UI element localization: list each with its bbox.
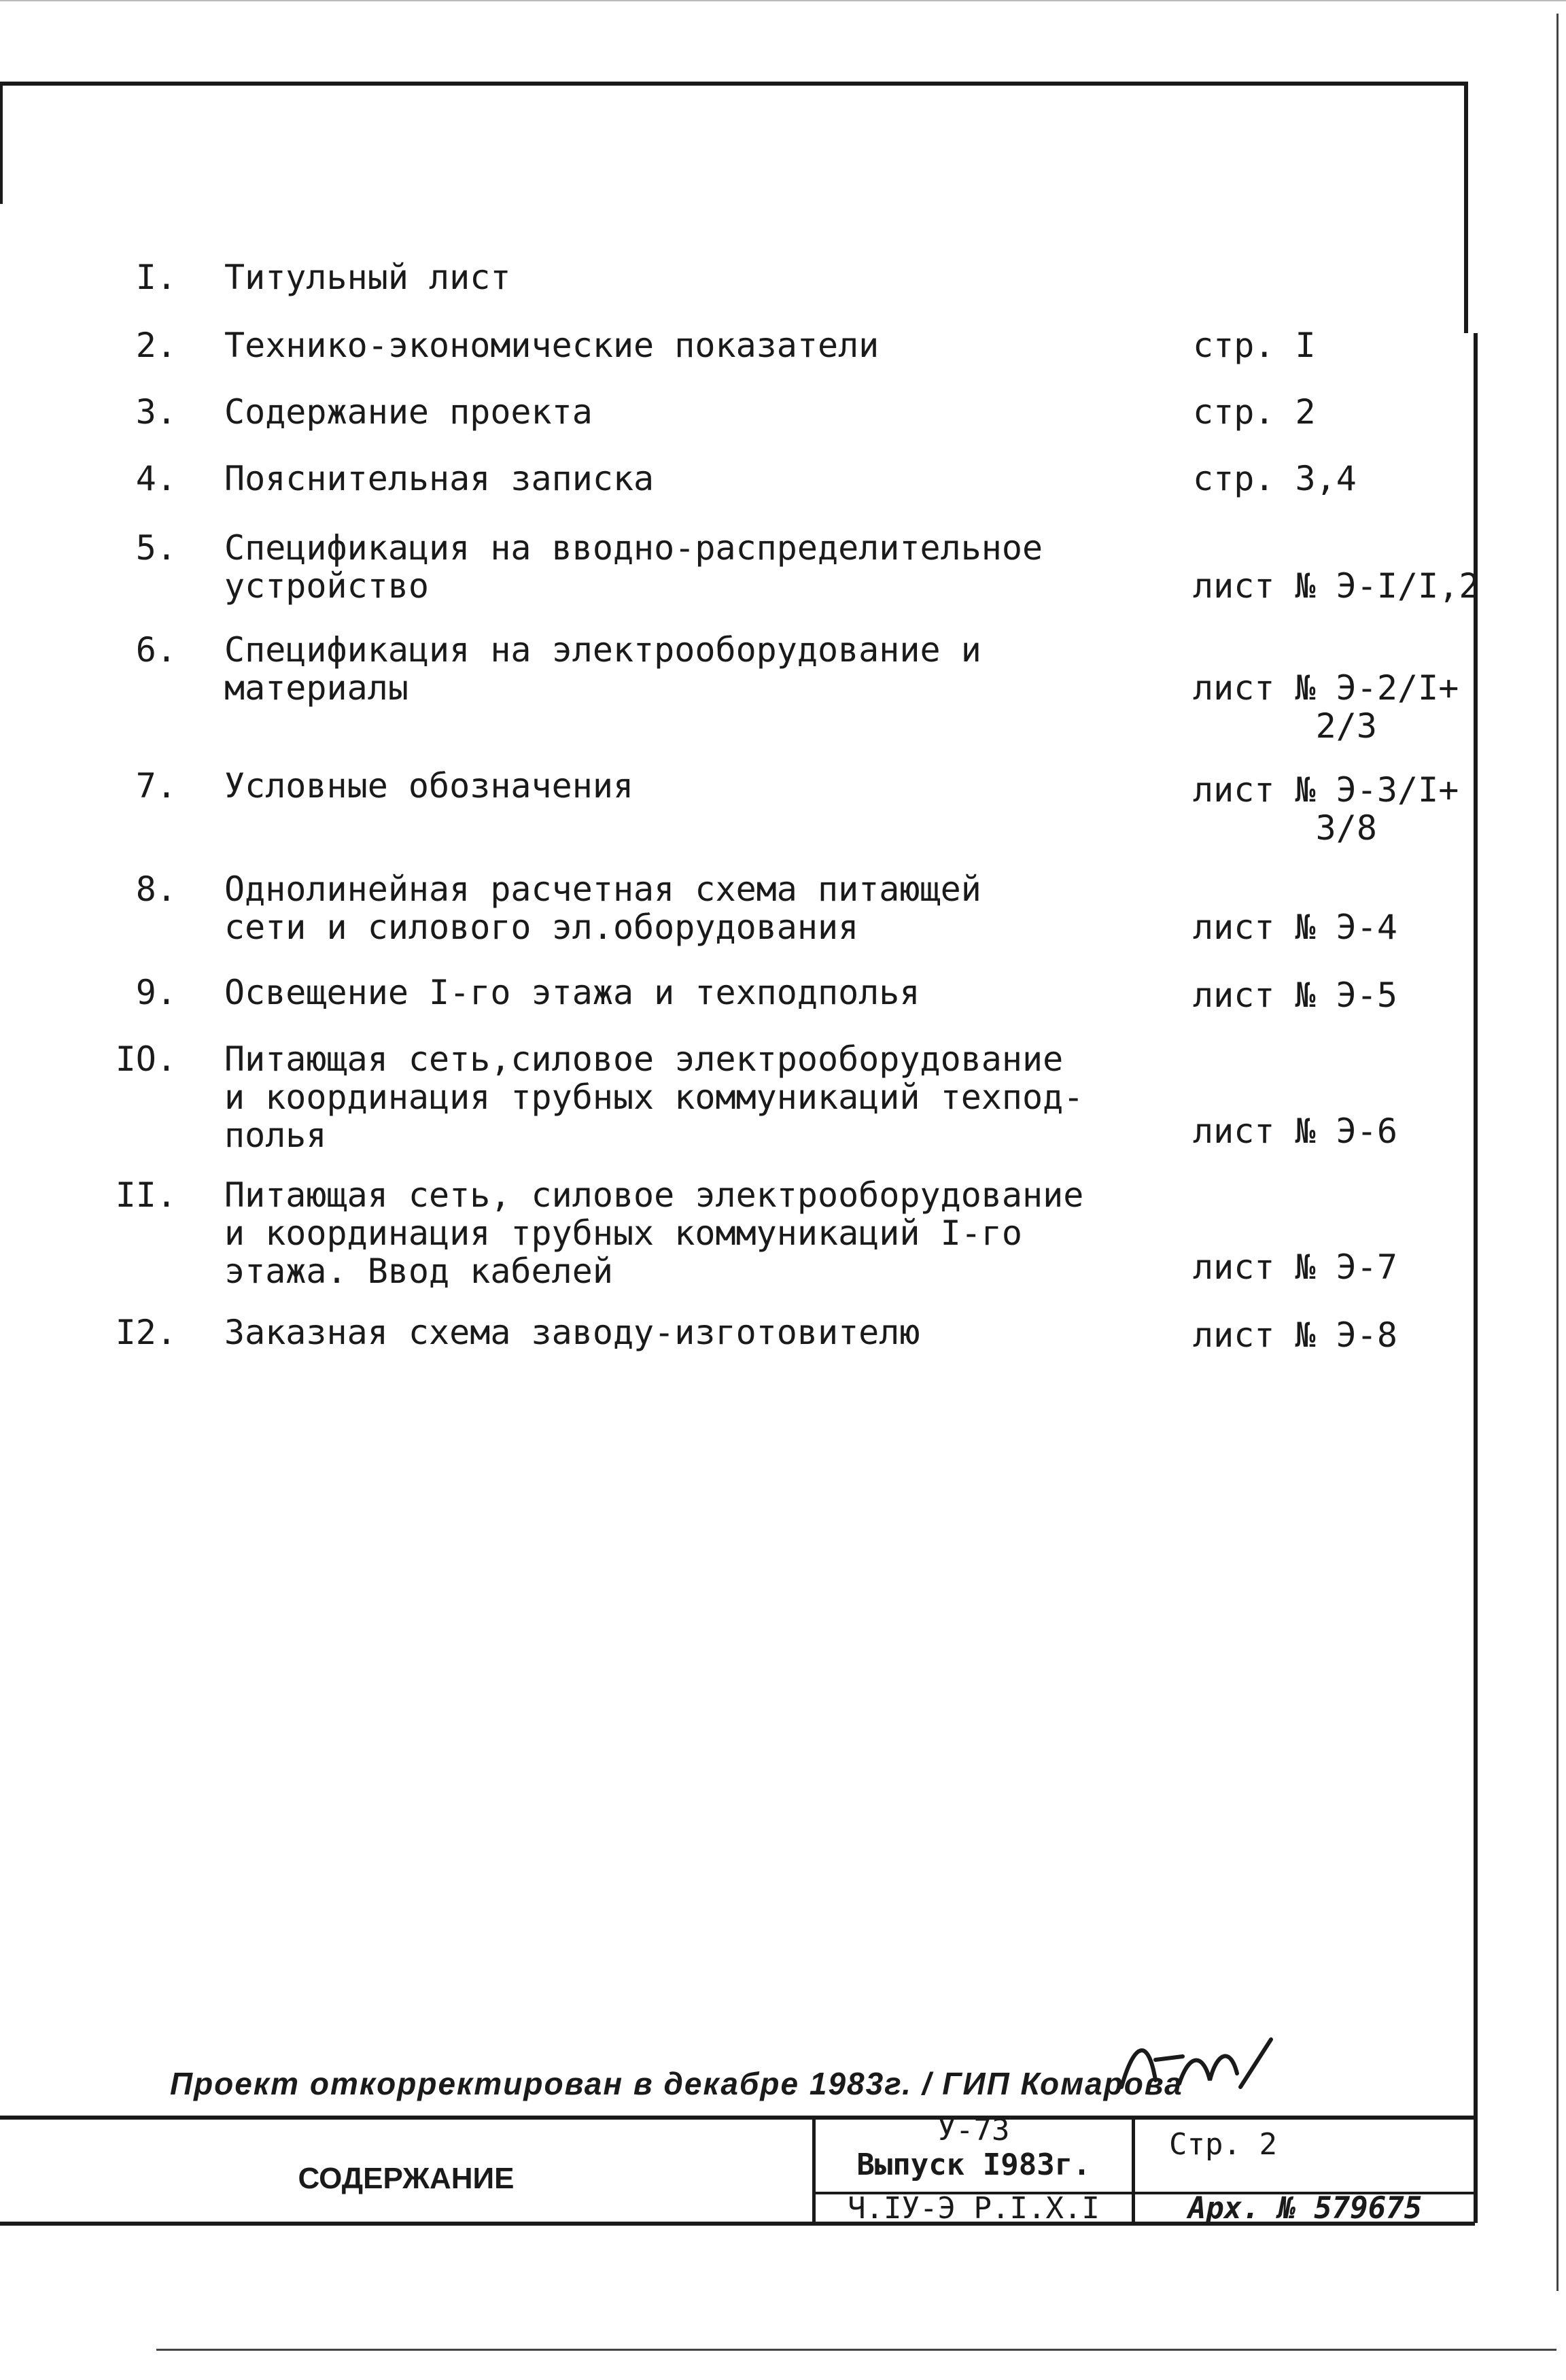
handwritten-signature xyxy=(1115,2026,1278,2107)
item-title: Содержание проекта xyxy=(224,392,593,432)
item-number: 4. xyxy=(135,459,177,498)
item-title: Питающая сеть, силовое электрооборудование и координация трубных коммуникаций I-го этажа. Ввод кабелей xyxy=(224,1175,1084,1291)
item-number: II. xyxy=(115,1175,177,1215)
item-number: 7. xyxy=(135,766,177,806)
item-number: 8. xyxy=(135,869,177,909)
page-top-edge xyxy=(0,0,1566,1)
item-reference: лист № Э-8 xyxy=(1193,1315,1398,1355)
item-title: Однолинейная расчетная схема питающей сети и силового эл.оборудования xyxy=(224,869,981,947)
item-number: 3. xyxy=(135,392,177,432)
item-number: 9. xyxy=(135,973,177,1012)
item-reference: стр. 2 xyxy=(1193,392,1316,432)
correction-note: Проект откорректирован в декабре 1983г. / ГИП Комарова xyxy=(170,2066,1183,2101)
item-title: Заказная схема заводу-изготовителю xyxy=(224,1313,920,1352)
title-block-page: Стр. 2 xyxy=(1169,2127,1277,2162)
page-bottom-edge xyxy=(156,2349,1556,2351)
title-block-title: СОДЕРЖАНИЕ xyxy=(298,2162,515,2195)
frame-left-mark xyxy=(0,82,3,204)
item-reference: стр. I xyxy=(1193,326,1316,365)
item-number: 5. xyxy=(135,528,177,568)
item-reference: лист № Э-I/I,2 xyxy=(1193,566,1480,606)
page-right-edge xyxy=(1556,14,1559,2291)
frame-right-border-upper xyxy=(1464,82,1468,333)
item-reference: лист № Э-5 xyxy=(1193,976,1398,1015)
item-title: Питающая сеть,силовое электрооборудование и координация трубных коммуникаций техпод- полья xyxy=(224,1039,1084,1155)
item-number: I2. xyxy=(115,1313,177,1352)
item-reference: лист № Э-2/I+ 2/3 xyxy=(1193,668,1459,746)
item-title: Спецификация на вводно-распределительное устройство xyxy=(224,528,1043,606)
item-number: I. xyxy=(135,258,177,297)
title-block-series: У-73 xyxy=(937,2113,1010,2148)
item-title: Освещение I-го этажа и техподполья xyxy=(224,973,920,1012)
item-title: Спецификация на электрооборудование и материалы xyxy=(224,630,981,708)
item-title: Пояснительная записка xyxy=(224,459,655,498)
item-number: 2. xyxy=(135,326,177,365)
title-block-code: Ч.IУ-Э Р.I.Х.I xyxy=(848,2191,1100,2226)
title-block-archive: Арх. № 579675 xyxy=(1187,2191,1423,2226)
item-reference: лист № Э-4 xyxy=(1193,908,1398,947)
frame-top-border xyxy=(0,82,1468,86)
item-number: IO. xyxy=(115,1039,177,1079)
item-title: Условные обозначения xyxy=(224,766,634,806)
title-block-issue: Выпуск I983г. xyxy=(856,2148,1091,2182)
title-block-top-line xyxy=(0,2116,1475,2120)
item-title: Титульный лист xyxy=(224,258,511,297)
item-reference: лист № Э-6 xyxy=(1193,1111,1398,1151)
item-reference: лист № Э-7 xyxy=(1193,1247,1398,1287)
item-title: Технико-экономические показатели xyxy=(224,326,880,365)
item-reference: лист № Э-3/I+ 3/8 xyxy=(1193,770,1459,848)
item-reference: стр. 3,4 xyxy=(1193,459,1357,498)
item-number: 6. xyxy=(135,630,177,670)
